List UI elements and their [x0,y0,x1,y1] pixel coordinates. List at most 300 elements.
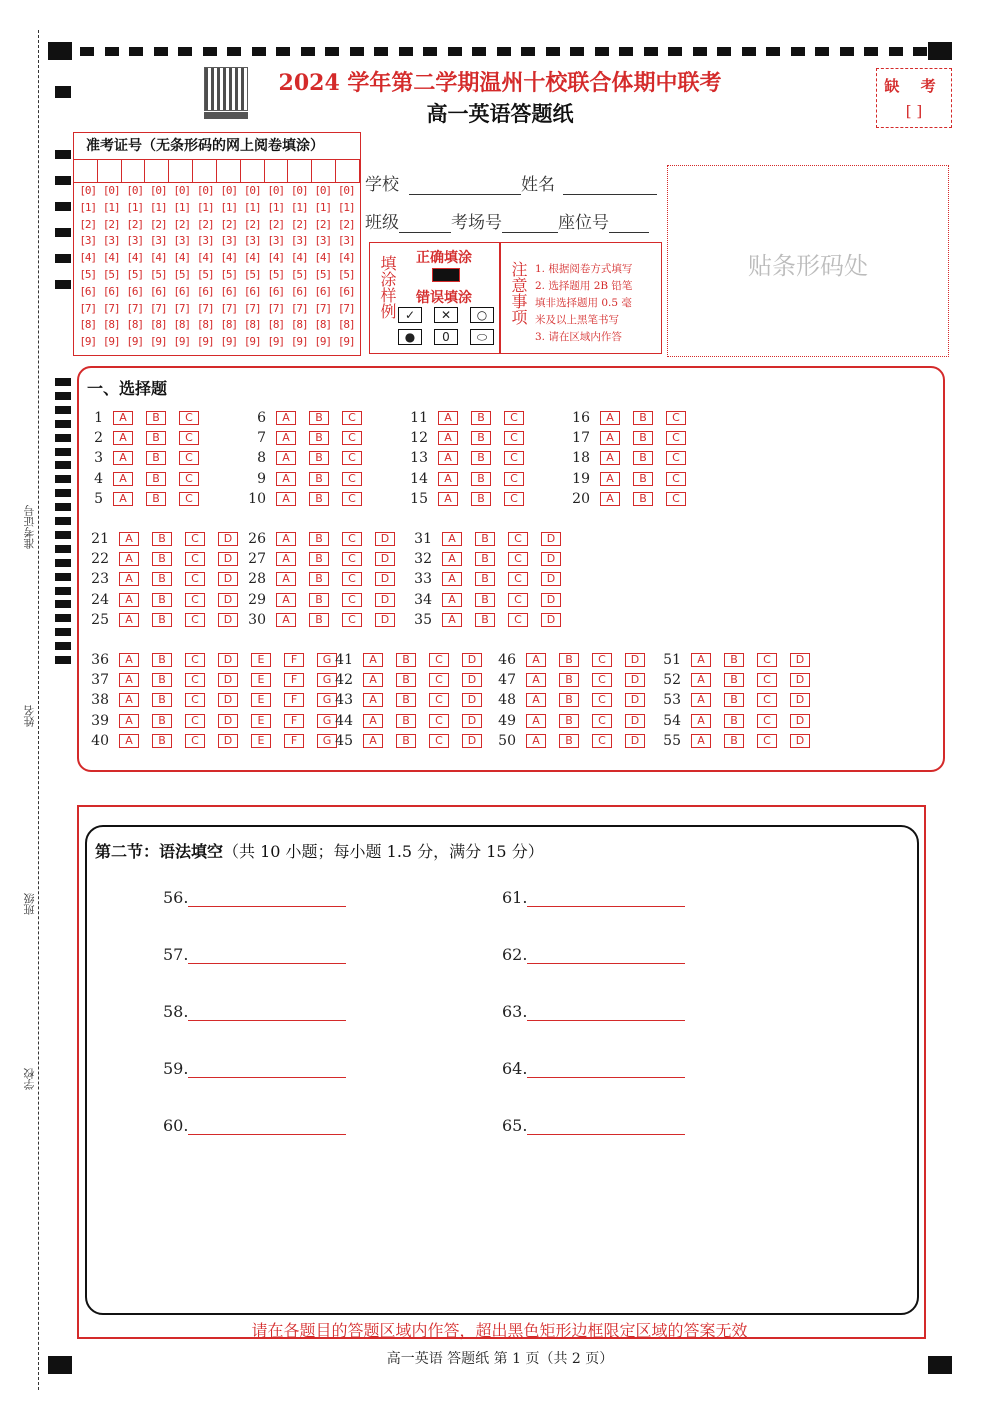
answer-bubble-g[interactable]: G [317,714,337,728]
answer-bubble-c[interactable]: C [504,492,524,506]
digit-bubble[interactable]: [6] [314,284,332,298]
grammar-blank-63[interactable] [502,1002,685,1021]
answer-bubble-b[interactable]: B [559,693,579,707]
answer-bubble-b[interactable]: B [724,714,744,728]
answer-bubble-c[interactable]: C [757,673,777,687]
answer-bubble-a[interactable]: A [119,653,139,667]
answer-bubble-a[interactable]: A [119,693,139,707]
answer-bubble-d[interactable]: D [625,734,645,748]
digit-bubble[interactable]: [3] [173,234,191,248]
id-write-cell[interactable] [288,160,312,182]
digit-bubble[interactable]: [1] [102,200,120,214]
digit-bubble[interactable]: [6] [267,284,285,298]
digit-bubble[interactable]: [4] [267,251,285,265]
answer-bubble-c[interactable]: C [504,431,524,445]
answer-bubble-c[interactable]: C [757,734,777,748]
id-write-cell[interactable] [74,160,98,182]
digit-bubble[interactable]: [0] [126,184,144,197]
answer-bubble-b[interactable]: B [475,532,495,546]
answer-bubble-b[interactable]: B [152,613,172,627]
answer-bubble-c[interactable]: C [342,472,362,486]
answer-bubble-c[interactable]: C [342,593,362,607]
id-write-cell[interactable] [265,160,289,182]
digit-bubble[interactable]: [1] [196,200,214,214]
answer-line[interactable] [188,1118,346,1135]
exam-id-column[interactable] [241,183,265,351]
answer-bubble-d[interactable]: D [462,673,482,687]
answer-bubble-c[interactable]: C [666,492,686,506]
digit-bubble[interactable]: [3] [290,234,308,248]
exam-id-column[interactable] [170,183,194,351]
answer-bubble-c[interactable]: C [429,673,449,687]
answer-bubble-e[interactable]: E [251,734,271,748]
digit-bubble[interactable]: [9] [267,335,285,349]
answer-bubble-c[interactable]: C [757,693,777,707]
answer-bubble-c[interactable]: C [757,653,777,667]
answer-bubble-f[interactable]: F [284,734,304,748]
answer-bubble-b[interactable]: B [559,653,579,667]
answer-bubble-c[interactable]: C [504,411,524,425]
answer-bubble-a[interactable]: A [276,431,296,445]
answer-bubble-d[interactable]: D [541,593,561,607]
answer-bubble-d[interactable]: D [218,613,238,627]
answer-bubble-d[interactable]: D [541,613,561,627]
answer-bubble-a[interactable]: A [119,734,139,748]
digit-bubble[interactable]: [6] [337,284,355,298]
exam-id-digit-grid[interactable] [74,183,360,351]
answer-bubble-a[interactable]: A [363,653,383,667]
answer-bubble-a[interactable]: A [113,472,133,486]
digit-bubble[interactable]: [9] [243,335,261,349]
digit-bubble[interactable]: [5] [290,267,308,281]
answer-bubble-d[interactable]: D [218,552,238,566]
answer-bubble-b[interactable]: B [152,572,172,586]
answer-bubble-d[interactable]: D [790,714,810,728]
answer-bubble-d[interactable]: D [625,693,645,707]
answer-bubble-a[interactable]: A [276,451,296,465]
answer-bubble-c[interactable]: C [185,653,205,667]
answer-bubble-b[interactable]: B [309,593,329,607]
digit-bubble[interactable]: [9] [290,335,308,349]
digit-bubble[interactable]: [4] [79,251,97,265]
digit-bubble[interactable]: [9] [337,335,355,349]
digit-bubble[interactable]: [3] [314,234,332,248]
digit-bubble[interactable]: [7] [173,301,191,315]
answer-bubble-a[interactable]: A [276,613,296,627]
answer-bubble-b[interactable]: B [309,572,329,586]
digit-bubble[interactable]: [0] [337,184,355,197]
answer-bubble-b[interactable]: B [146,451,166,465]
answer-bubble-b[interactable]: B [724,734,744,748]
answer-bubble-a[interactable]: A [276,411,296,425]
answer-bubble-d[interactable]: D [375,552,395,566]
answer-bubble-a[interactable]: A [276,552,296,566]
answer-bubble-d[interactable]: D [462,714,482,728]
answer-bubble-c[interactable]: C [508,593,528,607]
digit-bubble[interactable]: [7] [290,301,308,315]
answer-bubble-b[interactable]: B [152,653,172,667]
id-write-cell[interactable] [169,160,193,182]
answer-bubble-b[interactable]: B [396,734,416,748]
digit-bubble[interactable]: [0] [196,184,214,197]
digit-bubble[interactable]: [0] [267,184,285,197]
exam-id-column[interactable] [288,183,312,351]
absent-checkbox[interactable]: [ ] [905,102,923,120]
digit-bubble[interactable]: [6] [102,284,120,298]
answer-bubble-c[interactable]: C [342,552,362,566]
answer-bubble-f[interactable]: F [284,653,304,667]
digit-bubble[interactable]: [9] [314,335,332,349]
answer-bubble-c[interactable]: C [592,653,612,667]
grammar-blank-60[interactable] [163,1116,346,1135]
absent-box[interactable] [876,68,952,128]
id-write-cell[interactable] [122,160,146,182]
digit-bubble[interactable]: [6] [196,284,214,298]
digit-bubble[interactable]: [3] [126,234,144,248]
digit-bubble[interactable]: [1] [173,200,191,214]
digit-bubble[interactable]: [8] [149,318,167,332]
digit-bubble[interactable]: [2] [337,217,355,231]
digit-bubble[interactable]: [5] [79,267,97,281]
digit-bubble[interactable]: [9] [173,335,191,349]
id-write-cell[interactable] [217,160,241,182]
digit-bubble[interactable]: [3] [267,234,285,248]
answer-bubble-b[interactable]: B [396,693,416,707]
answer-bubble-d[interactable]: D [625,653,645,667]
answer-line[interactable] [527,1061,685,1078]
answer-bubble-d[interactable]: D [218,572,238,586]
answer-bubble-a[interactable]: A [119,593,139,607]
grammar-blank-57[interactable] [163,945,346,964]
answer-bubble-b[interactable]: B [471,411,491,425]
answer-bubble-a[interactable]: A [119,673,139,687]
digit-bubble[interactable]: [8] [79,318,97,332]
answer-bubble-e[interactable]: E [251,673,271,687]
answer-bubble-c[interactable]: C [185,552,205,566]
exam-id-column[interactable] [100,183,124,351]
answer-bubble-c[interactable]: C [185,532,205,546]
answer-bubble-b[interactable]: B [309,451,329,465]
answer-bubble-c[interactable]: C [757,714,777,728]
answer-bubble-c[interactable]: C [342,451,362,465]
answer-bubble-b[interactable]: B [309,472,329,486]
answer-bubble-b[interactable]: B [559,714,579,728]
answer-bubble-d[interactable]: D [625,673,645,687]
digit-bubble[interactable]: [2] [290,217,308,231]
answer-bubble-b[interactable]: B [633,451,653,465]
digit-bubble[interactable]: [1] [243,200,261,214]
answer-bubble-c[interactable]: C [592,673,612,687]
answer-bubble-b[interactable]: B [146,472,166,486]
digit-bubble[interactable]: [9] [126,335,144,349]
digit-bubble[interactable]: [8] [220,318,238,332]
answer-bubble-a[interactable]: A [119,532,139,546]
answer-bubble-a[interactable]: A [363,714,383,728]
answer-bubble-c[interactable]: C [342,572,362,586]
id-write-cell[interactable] [145,160,169,182]
answer-bubble-c[interactable]: C [179,451,199,465]
digit-bubble[interactable]: [8] [173,318,191,332]
digit-bubble[interactable]: [1] [126,200,144,214]
answer-bubble-b[interactable]: B [146,411,166,425]
answer-bubble-b[interactable]: B [309,552,329,566]
digit-bubble[interactable]: [6] [149,284,167,298]
answer-bubble-d[interactable]: D [790,734,810,748]
answer-bubble-c[interactable]: C [508,572,528,586]
answer-bubble-a[interactable]: A [442,552,462,566]
answer-bubble-d[interactable]: D [218,673,238,687]
answer-bubble-b[interactable]: B [152,734,172,748]
digit-bubble[interactable]: [4] [290,251,308,265]
answer-bubble-e[interactable]: E [251,653,271,667]
digit-bubble[interactable]: [1] [290,200,308,214]
digit-bubble[interactable]: [0] [149,184,167,197]
answer-bubble-b[interactable]: B [633,411,653,425]
digit-bubble[interactable]: [6] [290,284,308,298]
answer-bubble-c[interactable]: C [185,673,205,687]
digit-bubble[interactable]: [6] [243,284,261,298]
answer-bubble-c[interactable]: C [429,734,449,748]
digit-bubble[interactable]: [2] [243,217,261,231]
digit-bubble[interactable]: [0] [173,184,191,197]
answer-bubble-b[interactable]: B [396,653,416,667]
digit-bubble[interactable]: [6] [79,284,97,298]
answer-bubble-b[interactable]: B [633,492,653,506]
answer-bubble-a[interactable]: A [119,714,139,728]
answer-bubble-a[interactable]: A [600,411,620,425]
digit-bubble[interactable]: [2] [102,217,120,231]
digit-bubble[interactable]: [1] [149,200,167,214]
digit-bubble[interactable]: [2] [173,217,191,231]
answer-bubble-c[interactable]: C [666,411,686,425]
answer-bubble-d[interactable]: D [462,734,482,748]
answer-bubble-c[interactable]: C [504,451,524,465]
digit-bubble[interactable]: [2] [314,217,332,231]
digit-bubble[interactable]: [7] [149,301,167,315]
answer-bubble-c[interactable]: C [185,593,205,607]
answer-bubble-d[interactable]: D [790,653,810,667]
grammar-blank-59[interactable] [163,1059,346,1078]
answer-bubble-c[interactable]: C [342,411,362,425]
digit-bubble[interactable]: [7] [102,301,120,315]
answer-bubble-a[interactable]: A [442,572,462,586]
digit-bubble[interactable]: [3] [102,234,120,248]
answer-line[interactable] [527,1004,685,1021]
answer-bubble-g[interactable]: G [317,653,337,667]
answer-bubble-b[interactable]: B [559,673,579,687]
answer-bubble-a[interactable]: A [276,532,296,546]
grammar-blank-61[interactable] [502,888,685,907]
answer-bubble-a[interactable]: A [438,431,458,445]
exam-id-column[interactable] [335,183,359,351]
answer-bubble-b[interactable]: B [309,613,329,627]
digit-bubble[interactable]: [6] [220,284,238,298]
answer-bubble-b[interactable]: B [475,552,495,566]
digit-bubble[interactable]: [5] [267,267,285,281]
answer-bubble-d[interactable]: D [375,572,395,586]
answer-bubble-c[interactable]: C [429,653,449,667]
answer-bubble-a[interactable]: A [438,472,458,486]
answer-bubble-g[interactable]: G [317,693,337,707]
digit-bubble[interactable]: [1] [220,200,238,214]
answer-bubble-c[interactable]: C [185,613,205,627]
answer-bubble-a[interactable]: A [600,492,620,506]
digit-bubble[interactable]: [3] [196,234,214,248]
answer-line[interactable] [527,890,685,907]
answer-bubble-a[interactable]: A [526,653,546,667]
digit-bubble[interactable]: [5] [126,267,144,281]
answer-bubble-a[interactable]: A [600,472,620,486]
answer-bubble-a[interactable]: A [113,451,133,465]
digit-bubble[interactable]: [0] [79,184,97,197]
answer-bubble-a[interactable]: A [442,532,462,546]
answer-bubble-b[interactable]: B [633,431,653,445]
exam-id-write-row[interactable] [74,160,360,183]
digit-bubble[interactable]: [9] [79,335,97,349]
answer-bubble-d[interactable]: D [790,673,810,687]
digit-bubble[interactable]: [7] [337,301,355,315]
digit-bubble[interactable]: [5] [102,267,120,281]
answer-bubble-c[interactable]: C [179,472,199,486]
digit-bubble[interactable]: [7] [314,301,332,315]
answer-bubble-b[interactable]: B [396,714,416,728]
digit-bubble[interactable]: [7] [126,301,144,315]
answer-bubble-b[interactable]: B [471,472,491,486]
answer-line[interactable] [527,1118,685,1135]
answer-bubble-d[interactable]: D [218,593,238,607]
digit-bubble[interactable]: [9] [196,335,214,349]
answer-bubble-b[interactable]: B [152,693,172,707]
answer-bubble-b[interactable]: B [471,431,491,445]
digit-bubble[interactable]: [7] [243,301,261,315]
answer-bubble-d[interactable]: D [375,613,395,627]
answer-bubble-b[interactable]: B [146,431,166,445]
answer-bubble-a[interactable]: A [442,613,462,627]
id-write-cell[interactable] [241,160,265,182]
answer-bubble-a[interactable]: A [363,734,383,748]
digit-bubble[interactable]: [5] [196,267,214,281]
digit-bubble[interactable]: [1] [267,200,285,214]
digit-bubble[interactable]: [2] [220,217,238,231]
digit-bubble[interactable]: [8] [314,318,332,332]
digit-bubble[interactable]: [2] [267,217,285,231]
answer-bubble-c[interactable]: C [185,714,205,728]
answer-bubble-c[interactable]: C [185,572,205,586]
answer-bubble-b[interactable]: B [471,451,491,465]
exam-id-column[interactable] [217,183,241,351]
answer-line[interactable] [188,1061,346,1078]
digit-bubble[interactable]: [6] [173,284,191,298]
digit-bubble[interactable]: [7] [196,301,214,315]
answer-bubble-a[interactable]: A [442,593,462,607]
digit-bubble[interactable]: [3] [220,234,238,248]
answer-bubble-c[interactable]: C [179,431,199,445]
answer-bubble-g[interactable]: G [317,673,337,687]
answer-bubble-a[interactable]: A [691,714,711,728]
answer-bubble-c[interactable]: C [592,714,612,728]
answer-bubble-a[interactable]: A [119,552,139,566]
answer-bubble-d[interactable]: D [218,653,238,667]
digit-bubble[interactable]: [7] [220,301,238,315]
answer-bubble-b[interactable]: B [475,593,495,607]
answer-bubble-b[interactable]: B [309,411,329,425]
exam-id-column[interactable] [123,183,147,351]
answer-bubble-a[interactable]: A [526,734,546,748]
answer-bubble-a[interactable]: A [113,492,133,506]
answer-bubble-d[interactable]: D [218,714,238,728]
answer-bubble-a[interactable]: A [438,411,458,425]
answer-bubble-b[interactable]: B [146,492,166,506]
digit-bubble[interactable]: [8] [337,318,355,332]
digit-bubble[interactable]: [0] [243,184,261,197]
digit-bubble[interactable]: [8] [102,318,120,332]
answer-bubble-c[interactable]: C [185,734,205,748]
answer-bubble-c[interactable]: C [179,411,199,425]
answer-bubble-b[interactable]: B [152,714,172,728]
answer-bubble-a[interactable]: A [438,492,458,506]
digit-bubble[interactable]: [8] [290,318,308,332]
grammar-blank-64[interactable] [502,1059,685,1078]
answer-bubble-c[interactable]: C [342,613,362,627]
digit-bubble[interactable]: [5] [243,267,261,281]
id-write-cell[interactable] [98,160,122,182]
digit-bubble[interactable]: [6] [126,284,144,298]
digit-bubble[interactable]: [1] [79,200,97,214]
answer-bubble-c[interactable]: C [666,451,686,465]
digit-bubble[interactable]: [4] [173,251,191,265]
answer-bubble-a[interactable]: A [600,451,620,465]
digit-bubble[interactable]: [2] [126,217,144,231]
answer-bubble-a[interactable]: A [438,451,458,465]
answer-bubble-f[interactable]: F [284,714,304,728]
digit-bubble[interactable]: [5] [149,267,167,281]
digit-bubble[interactable]: [2] [149,217,167,231]
answer-line[interactable] [188,890,346,907]
answer-bubble-a[interactable]: A [691,653,711,667]
answer-bubble-a[interactable]: A [276,472,296,486]
answer-bubble-b[interactable]: B [309,532,329,546]
digit-bubble[interactable]: [8] [243,318,261,332]
digit-bubble[interactable]: [9] [149,335,167,349]
answer-bubble-a[interactable]: A [691,734,711,748]
answer-bubble-b[interactable]: B [559,734,579,748]
exam-id-column[interactable] [147,183,171,351]
digit-bubble[interactable]: [0] [290,184,308,197]
digit-bubble[interactable]: [8] [267,318,285,332]
answer-bubble-b[interactable]: B [309,431,329,445]
digit-bubble[interactable]: [4] [196,251,214,265]
digit-bubble[interactable]: [9] [102,335,120,349]
answer-bubble-d[interactable]: D [625,714,645,728]
school-field[interactable] [365,170,657,195]
answer-bubble-c[interactable]: C [508,552,528,566]
answer-bubble-d[interactable]: D [218,734,238,748]
answer-bubble-b[interactable]: B [152,552,172,566]
digit-bubble[interactable]: [4] [126,251,144,265]
answer-line[interactable] [188,1004,346,1021]
answer-bubble-f[interactable]: F [284,693,304,707]
grammar-blank-56[interactable] [163,888,346,907]
id-write-cell[interactable] [193,160,217,182]
answer-bubble-d[interactable]: D [218,532,238,546]
answer-bubble-d[interactable]: D [790,693,810,707]
exam-id-column[interactable] [311,183,335,351]
answer-bubble-d[interactable]: D [462,653,482,667]
digit-bubble[interactable]: [3] [243,234,261,248]
answer-bubble-b[interactable]: B [309,492,329,506]
grammar-blank-65[interactable] [502,1116,685,1135]
answer-bubble-c[interactable]: C [508,532,528,546]
